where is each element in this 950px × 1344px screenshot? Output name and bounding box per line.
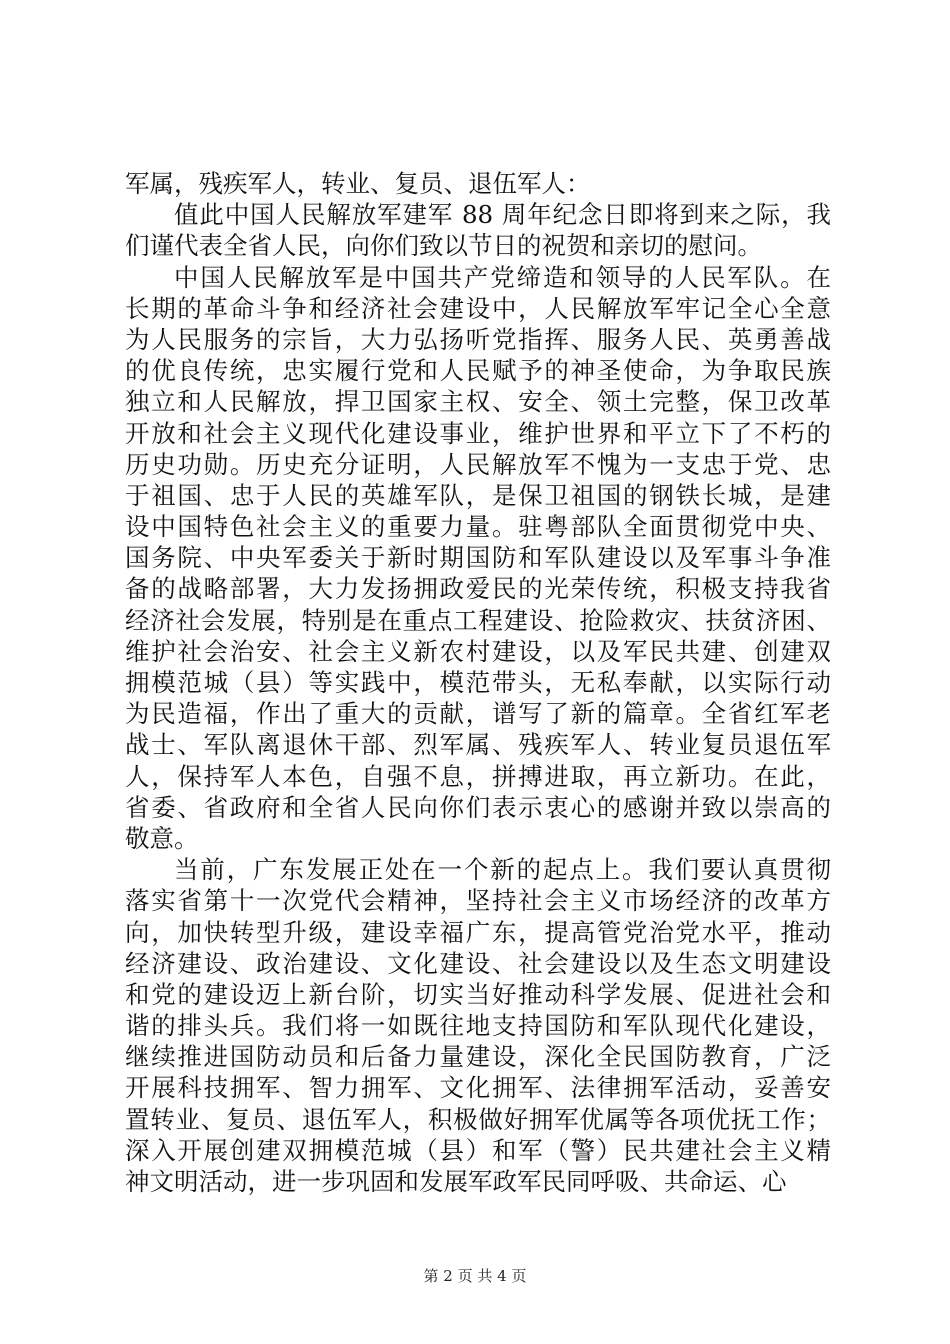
- text-line: 军属，残疾军人，转业、复员、退伍军人：: [125, 169, 591, 198]
- paragraph: [125, 168, 831, 199]
- text-line: 置转业、复员、退伍军人，积极做好拥军优属等各项优抚工作；: [125, 1104, 831, 1134]
- text-line: 拥模范城（县）等实践中，模范带头，无私奉献，以实际行动: [125, 668, 831, 697]
- text-line: 神文明活动，进一步巩固和发展军政军民同呼吸、共命运、心: [125, 1167, 787, 1196]
- page-footer: 第 2 页 共 4 页: [423, 1267, 527, 1285]
- text-line: 中国人民解放军是中国共产党缔造和领导的人民军队。在: [174, 262, 831, 292]
- text-line: 独立和人民解放，捍卫国家主权、安全、领土完整，保卫改革: [125, 387, 831, 417]
- text-line: 长期的革命斗争和经济社会建设中，人民解放军牢记全心全意: [125, 293, 831, 323]
- body-text: [125, 168, 831, 1197]
- text-line: 于祖国、忠于人民的英雄军队，是保卫祖国的钢铁长城，是建: [125, 480, 831, 510]
- text-line: 的优良传统，忠实履行党和人民赋予的神圣使命，为争取民族: [125, 356, 831, 386]
- paragraph: [125, 262, 831, 855]
- text-line: 为人民服务的宗旨，大力弘扬听党指挥、服务人民、英勇善战: [125, 324, 831, 354]
- text-line: 谐的排头兵。我们将一如既往地支持国防和军队现代化建设，: [125, 1011, 831, 1041]
- text-line: 经济社会发展，特别是在重点工程建设、抢险救灾、扶贫济困、: [125, 605, 831, 635]
- text-line: 历史功勋。历史充分证明，人民解放军不愧为一支忠于党、忠: [125, 449, 831, 479]
- paragraph: [125, 199, 831, 261]
- text-line: 深入开展创建双拥模范城（县）和军（警）民共建社会主义精: [125, 1135, 831, 1165]
- text-line: 开展科技拥军、智力拥军、文化拥军、法律拥军活动，妥善安: [125, 1073, 831, 1103]
- text-line: 敬意。: [125, 823, 199, 853]
- text-line: 省委、省政府和全省人民向你们表示衷心的感谢并致以崇高的: [125, 792, 831, 822]
- text-line: 国务院、中央军委关于新时期国防和军队建设以及军事斗争准: [125, 543, 831, 573]
- text-line: 继续推进国防动员和后备力量建设，深化全民国防教育，广泛: [125, 1042, 831, 1072]
- text-line: 和党的建设迈上新台阶，切实当好推动科学发展、促进社会和: [125, 979, 831, 1009]
- text-line: 当前，广东发展正处在一个新的起点上。我们要认真贯彻: [174, 855, 831, 885]
- text-line: 设中国特色社会主义的重要力量。驻粤部队全面贯彻党中央、: [125, 512, 831, 542]
- text-line: 人，保持军人本色，自强不息，拼搏进取，再立新功。在此，: [125, 761, 831, 791]
- text-line: 维护社会治安、社会主义新农村建设，以及军民共建、创建双: [125, 636, 831, 666]
- text-line: 落实省第十一次党代会精神，坚持社会主义市场经济的改革方: [125, 886, 831, 916]
- text-line: 备的战略部署，大力发扬拥政爱民的光荣传统，积极支持我省: [125, 574, 831, 604]
- text-line: 开放和社会主义现代化建设事业，维护世界和平立下了不朽的: [125, 418, 831, 448]
- text-line: 经济建设、政治建设、文化建设、社会建设以及生态文明建设: [125, 948, 831, 978]
- text-line: 为民造福，作出了重大的贡献，谱写了新的篇章。全省红军老: [125, 699, 831, 729]
- text-line: 值此中国人民解放军建军 88 周年纪念日即将到来之际，我: [174, 200, 831, 230]
- text-line: 战士、军队离退休干部、烈军属、残疾军人、转业复员退伍军: [125, 730, 831, 760]
- text-line: 向，加快转型升级，建设幸福广东，提高管党治党水平，推动: [125, 917, 831, 947]
- text-line: 们谨代表全省人民，向你们致以节日的祝贺和亲切的慰问。: [125, 231, 762, 261]
- paragraph: [125, 854, 831, 1197]
